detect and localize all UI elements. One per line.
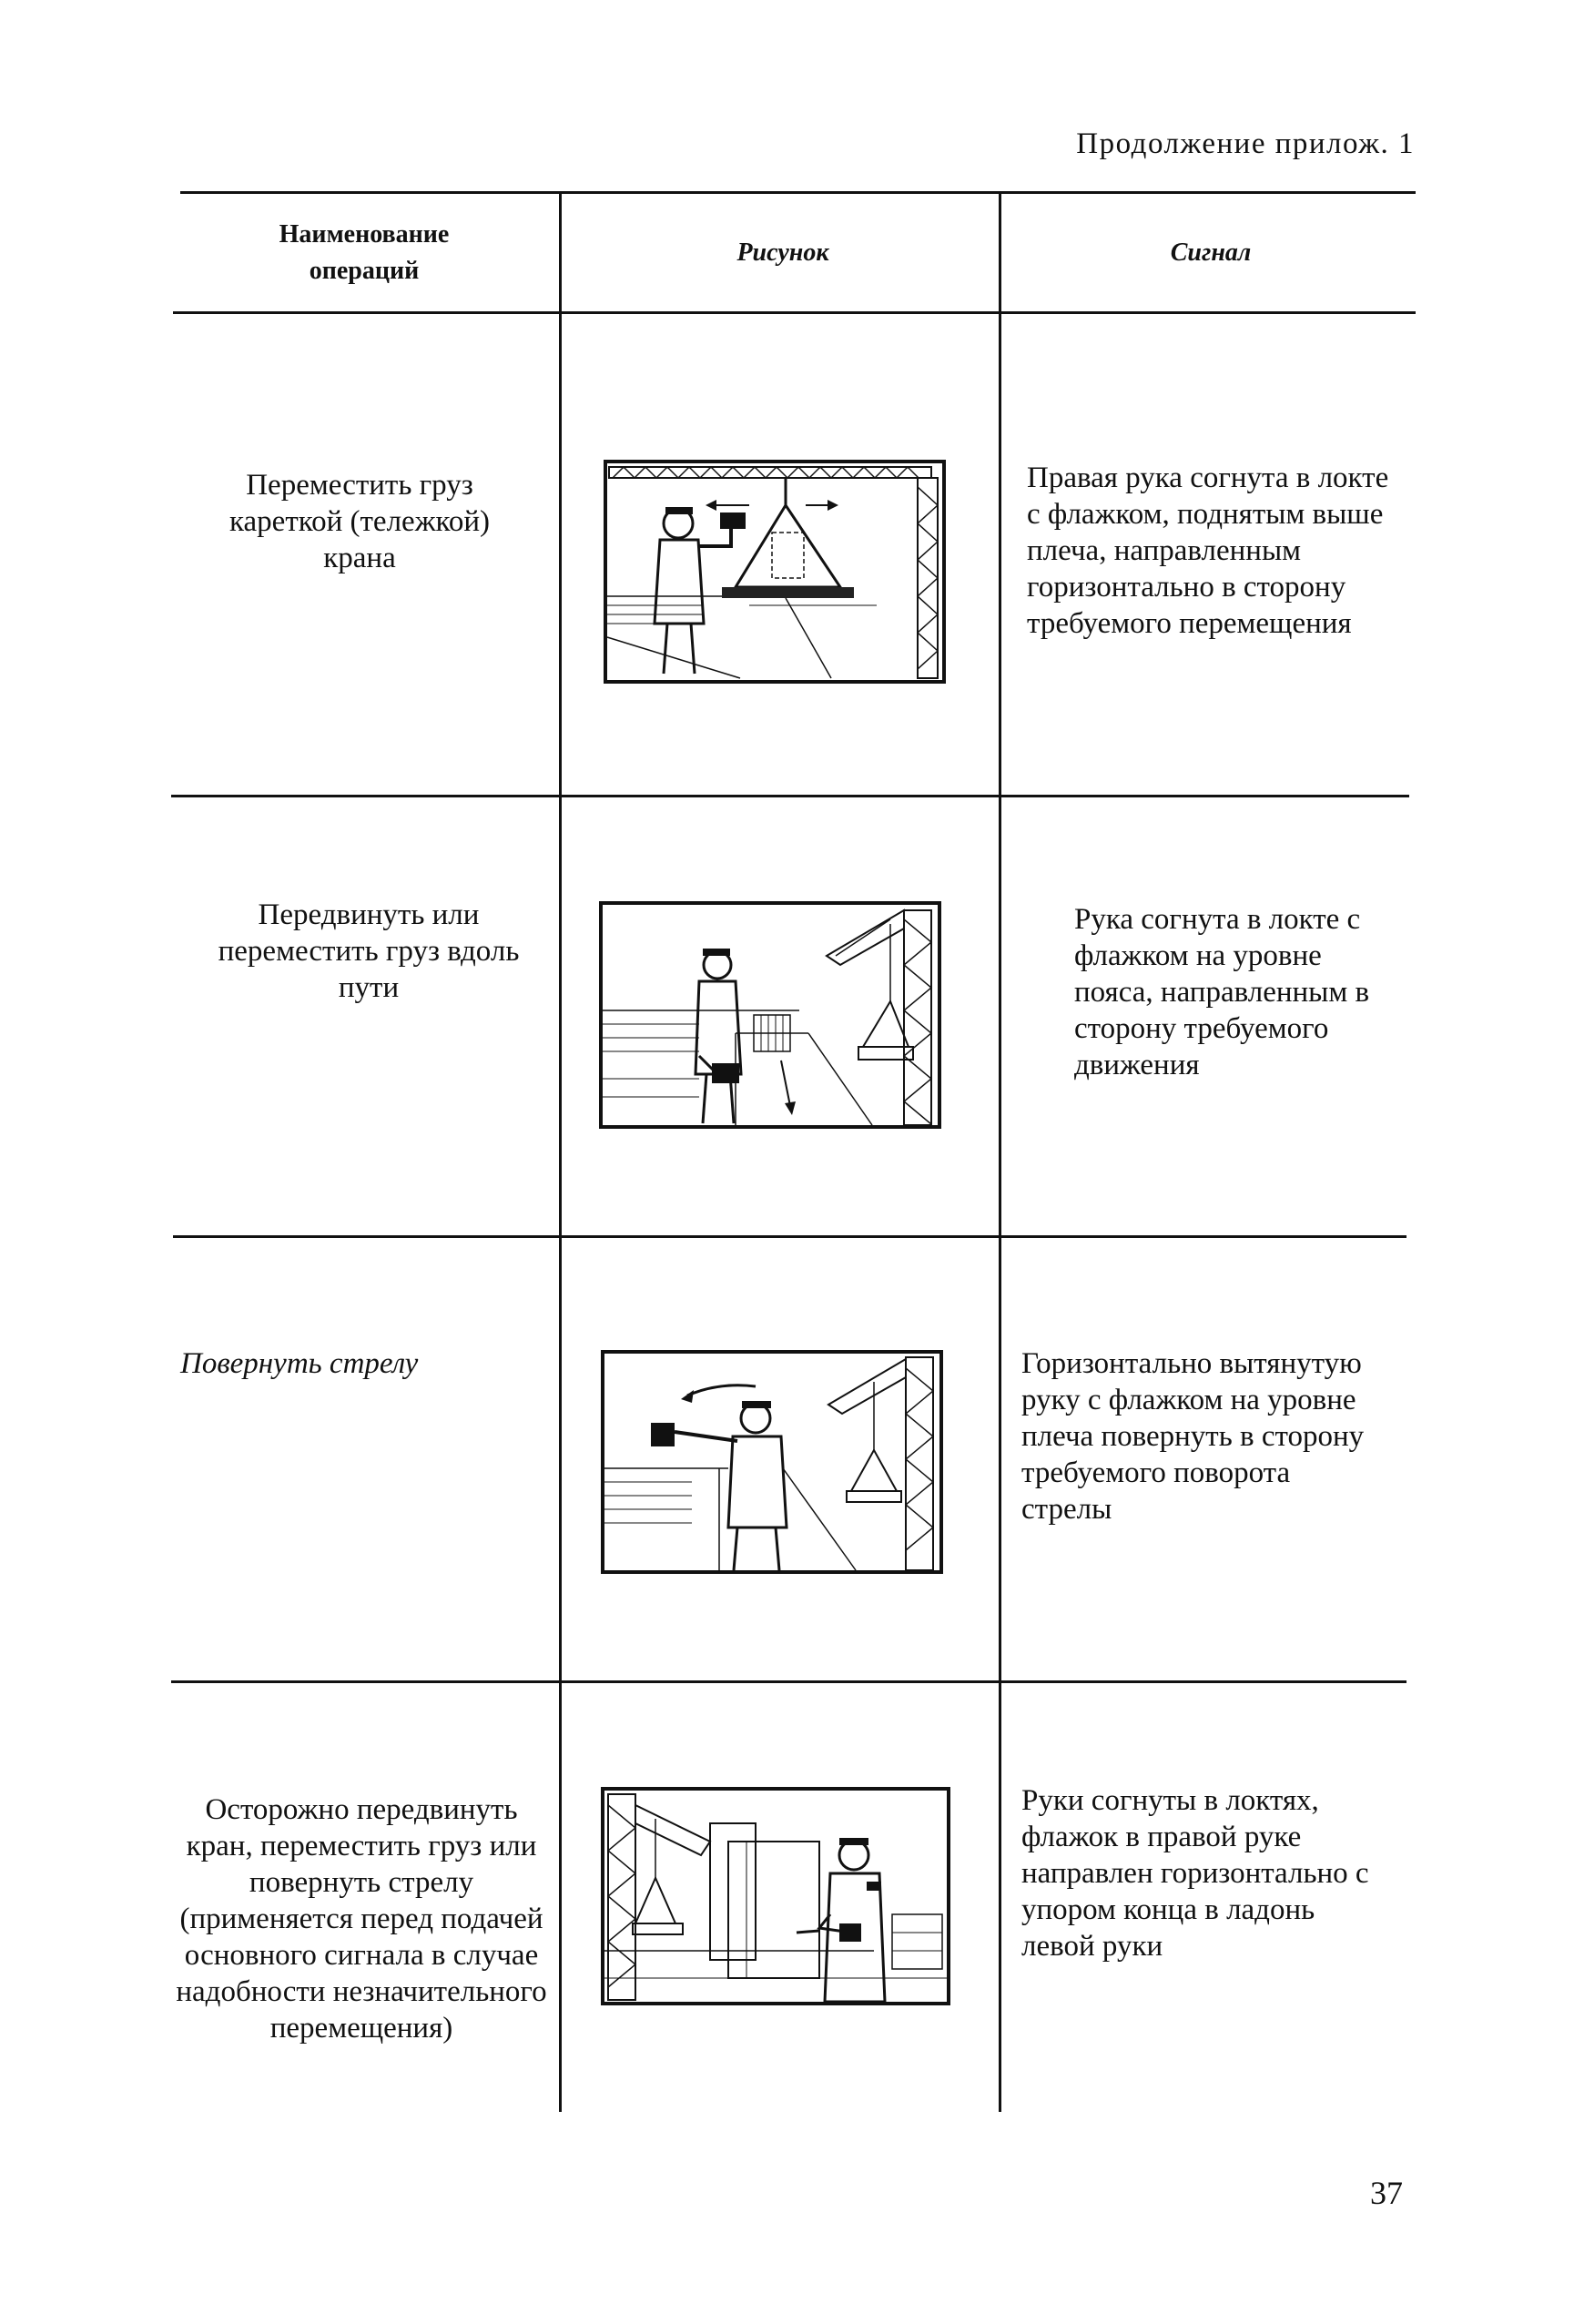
signal-description: Правая рука согнута в локте с флажком, поднятым выше плеча, направленным горизонтально в сторону требуемого перемещения <box>1027 462 1389 640</box>
signalman-trolley-icon <box>604 460 946 684</box>
operation-name: Осторожно передвинуть кран, переместить груз или повернуть стрелу (применяется перед подачей основного сигнала в случае надобности незначительного перемещения) <box>176 1793 547 2045</box>
page-number: 37 <box>1370 2175 1403 2211</box>
column-divider-1 <box>559 191 562 2112</box>
signalman-slew-icon <box>601 1350 943 1574</box>
row-divider-2 <box>173 1235 1406 1238</box>
signal-description: Рука согнута в локте с флажком на уровне пояса, направленным в сторону требуемого движения <box>1074 903 1370 1081</box>
operation-name: Переместить груз кареткой (тележкой) крана <box>229 469 490 574</box>
operation-name: Передвинуть или переместить груз вдоль пути <box>218 898 520 1004</box>
continuation-header: Продолжение прилож. 1 <box>1076 127 1415 160</box>
column-header-signal: Сигнал <box>1170 238 1252 267</box>
signal-description: Руки согнуты в локтях, флажок в правой руке направлен горизонтально с упором конца в ладонь левой руки <box>1021 1784 1369 1963</box>
column-divider-2 <box>999 191 1001 2112</box>
column-header-operations: Наименование операций <box>279 220 450 285</box>
signalman-caution-icon <box>601 1787 950 2005</box>
signalman-travel-icon <box>599 901 941 1129</box>
operation-name: Повернуть стрелу <box>180 1347 419 1380</box>
row-divider-1 <box>171 795 1409 797</box>
row-divider-3 <box>171 1680 1406 1683</box>
column-header-picture: Рисунок <box>736 238 829 267</box>
table-top-rule <box>180 191 1416 194</box>
header-bottom-rule <box>173 311 1416 314</box>
signal-description: Горизонтально вытянутую руку с флажком на уровне плеча повернуть в сторону требуемого поворота стрелы <box>1021 1347 1365 1526</box>
